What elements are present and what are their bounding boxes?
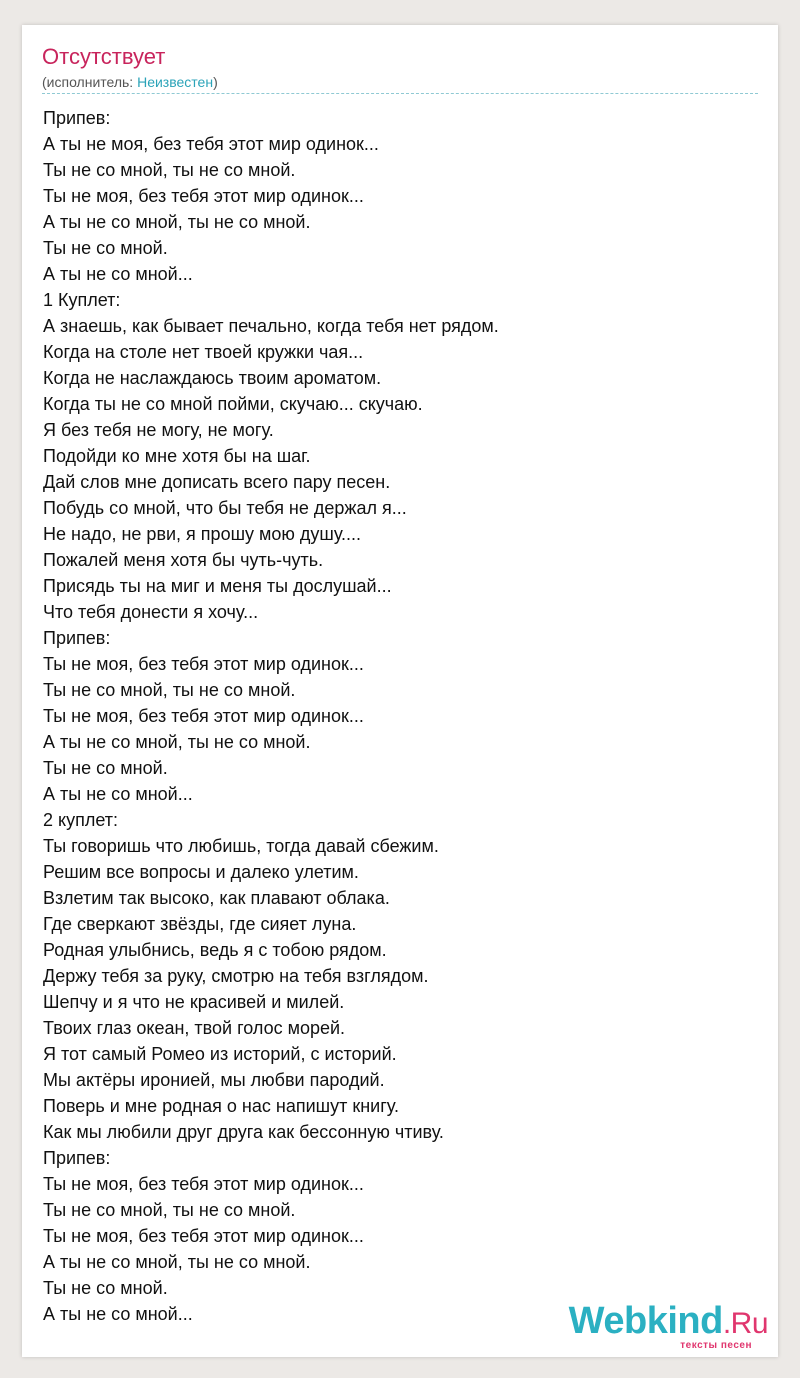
lyric-line: Когда ты не со мной пойми, скучаю... скучаю. (43, 394, 423, 414)
lyric-line: А ты не со мной, ты не со мной. (43, 1252, 311, 1272)
lyric-line: Подойди ко мне хотя бы на шаг. (43, 446, 311, 466)
lyric-line: Ты не моя, без тебя этот мир одинок... (43, 1226, 364, 1246)
lyric-line: Когда на столе нет твоей кружки чая... (43, 342, 364, 362)
lyric-line: Ты не со мной, ты не со мной. (43, 160, 296, 180)
logo-word-suffix: .Ru (722, 1307, 768, 1340)
lyric-line: А знаешь, как бывает печально, когда тебя нет рядом. (43, 316, 499, 336)
song-title: Отсутствует (42, 44, 166, 69)
lyric-line: Припев: (43, 108, 111, 128)
lyric-line: Решим все вопросы и далеко улетим. (43, 862, 359, 882)
lyric-line: Родная улыбнись, ведь я с тобою рядом. (43, 940, 387, 960)
lyric-line: Ты говоришь что любишь, тогда давай сбежим. (43, 836, 439, 856)
logo-wordmark (569, 1300, 768, 1345)
lyric-line: Побудь со мной, что бы тебя не держал я... (43, 498, 407, 518)
lyric-line: А ты не со мной... (43, 784, 193, 804)
lyric-line: Ты не моя, без тебя этот мир одинок... (43, 186, 364, 206)
lyrics-card (22, 25, 778, 1357)
lyric-line: Ты не со мной. (43, 1278, 168, 1298)
lyric-line: Где сверкают звёзды, где сияет луна. (43, 914, 357, 934)
lyric-line: Мы актёры иронией, мы любви пародий. (43, 1070, 385, 1090)
logo-tagline: тексты песен (680, 1340, 752, 1351)
lyric-line: Поверь и мне родная о нас напишут книгу. (43, 1096, 399, 1116)
logo-word-main: Webkind (568, 1300, 723, 1342)
lyric-line: 2 куплет: (43, 810, 118, 830)
lyric-line: Ты не моя, без тебя этот мир одинок... (43, 706, 364, 726)
lyric-line: Как мы любили друг друга как бессонную чтиву. (43, 1122, 444, 1142)
lyric-line: Ты не моя, без тебя этот мир одинок... (43, 654, 364, 674)
artist-prefix: (исполнитель: (42, 74, 138, 90)
lyric-line: Дай слов мне дописать всего пару песен. (43, 472, 391, 492)
artist-line (42, 73, 218, 91)
lyric-line: Ты не со мной. (43, 758, 168, 778)
lyric-line: Когда не наслаждаюсь твоим ароматом. (43, 368, 382, 388)
lyrics-text (43, 105, 757, 1327)
lyric-line: Ты не со мной, ты не со мной. (43, 680, 296, 700)
lyric-line: Ты не моя, без тебя этот мир одинок... (43, 1174, 364, 1194)
webkind-logo[interactable] (568, 1300, 774, 1351)
lyric-line: Припев: (43, 1148, 111, 1168)
artist-suffix: ) (213, 74, 218, 90)
lyric-line: Держу тебя за руку, смотрю на тебя взглядом. (43, 966, 429, 986)
lyric-line: А ты не со мной, ты не со мной. (43, 732, 311, 752)
lyric-line: Я без тебя не могу, не могу. (43, 420, 274, 440)
lyric-line: Не надо, не рви, я прошу мою душу.... (43, 524, 362, 544)
lyric-line: Пожалей меня хотя бы чуть-чуть. (43, 550, 324, 570)
lyric-line: А ты не моя, без тебя этот мир одинок... (43, 134, 379, 154)
lyric-line: Ты не со мной. (43, 238, 168, 258)
lyric-line: 1 Куплет: (43, 290, 121, 310)
lyric-line: Твоих глаз океан, твой голос морей. (43, 1018, 346, 1038)
lyric-line: Я тот самый Ромео из историй, с историй. (43, 1044, 397, 1064)
lyric-line: Шепчу и я что не красивей и милей. (43, 992, 345, 1012)
artist-link[interactable]: Неизвестен (137, 74, 214, 90)
lyric-line: А ты не со мной, ты не со мной. (43, 212, 311, 232)
lyric-line: Ты не со мной, ты не со мной. (43, 1200, 296, 1220)
lyric-line: Присядь ты на миг и меня ты дослушай... (43, 576, 392, 596)
lyric-line: Припев: (43, 628, 111, 648)
lyric-line: А ты не со мной... (43, 1304, 193, 1324)
lyric-line: Что тебя донести я хочу... (43, 602, 259, 622)
dashed-divider (42, 93, 758, 94)
lyric-line: Взлетим так высоко, как плавают облака. (43, 888, 390, 908)
lyric-line: А ты не со мной... (43, 264, 193, 284)
